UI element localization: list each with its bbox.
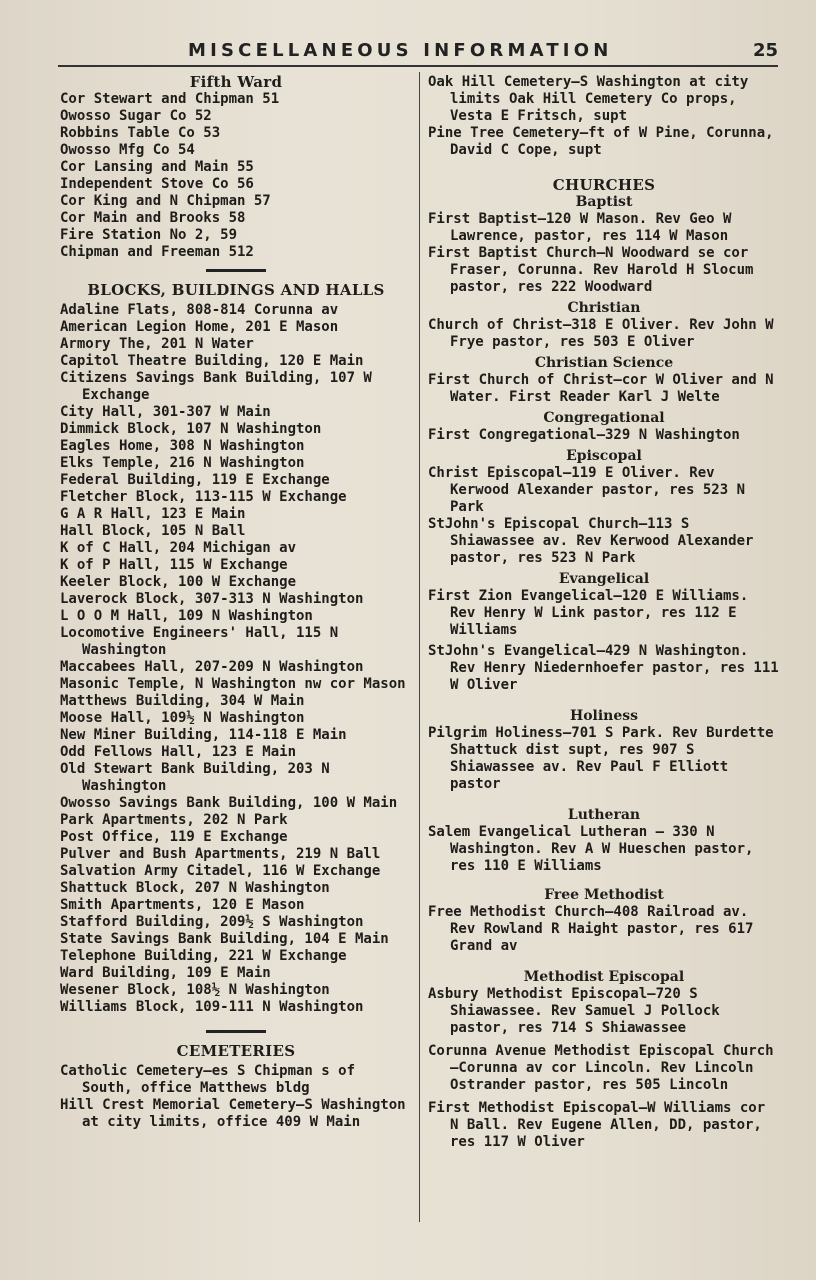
church-entry: First Baptist Church—N Woodward se cor Fraser, Corunna. Rev Harold H Slocum pastor, res 222 Woodward xyxy=(428,245,754,295)
building-entry: Matthews Building, 304 W Main xyxy=(60,693,305,709)
denomination-heading: Methodist Episcopal xyxy=(523,969,685,985)
building-entry: Citizens Savings Bank Building, 107 W Exchange xyxy=(60,370,372,403)
fire-box-entry: Owosso Mfg Co 54 xyxy=(60,142,195,158)
cemeteries-list xyxy=(60,1063,412,1131)
building-entry: Elks Temple, 216 N Washington xyxy=(60,455,305,471)
building-entry: Shattuck Block, 207 N Washington xyxy=(60,880,330,896)
building-entry: K of P Hall, 115 W Exchange xyxy=(60,557,288,573)
fire-box-entry: Cor Lansing and Main 55 xyxy=(60,159,254,175)
section-divider xyxy=(206,1030,266,1033)
building-entry: G A R Hall, 123 E Main xyxy=(60,506,246,522)
fire-box-entry: Cor Main and Brooks 58 xyxy=(60,210,246,226)
building-entry: American Legion Home, 201 E Mason xyxy=(60,319,339,335)
fire-box-entry: Owosso Sugar Co 52 xyxy=(60,108,212,124)
building-entry: City Hall, 301-307 W Main xyxy=(60,404,271,420)
fire-box-entry: Robbins Table Co 53 xyxy=(60,125,221,141)
building-entry: Locomotive Engineers' Hall, 115 N Washington xyxy=(60,625,339,658)
fire-box-entry: Fire Station No 2, 59 xyxy=(60,227,238,243)
denomination-heading: Congregational xyxy=(543,410,665,426)
fire-box-entry: Chipman and Freeman 512 xyxy=(60,244,254,260)
church-entry: First Church of Christ—cor W Oliver and N Water. First Reader Karl J Welte xyxy=(428,372,774,405)
building-entry: Capitol Theatre Building, 120 E Main xyxy=(60,353,364,369)
building-entry: Salvation Army Citadel, 116 W Exchange xyxy=(60,863,381,879)
left-column xyxy=(60,74,412,1131)
building-entry: New Miner Building, 114-118 E Main xyxy=(60,727,347,743)
church-entry: First Congregational—329 N Washington xyxy=(428,427,740,443)
fifth-ward-title: Fifth Ward xyxy=(189,73,283,91)
church-entry: StJohn's Episcopal Church—113 S Shiawassee av. Rev Kerwood Alexander pastor, res 523 N Park xyxy=(428,516,754,566)
denomination-heading: Episcopal xyxy=(566,448,642,464)
fire-box-entry: Cor Stewart and Chipman 51 xyxy=(60,91,280,107)
church-entry: Corunna Avenue Methodist Episcopal Church—Corunna av cor Lincoln. Rev Lincoln Ostrander pastor, res 505 Lincoln xyxy=(428,1043,774,1093)
church-entry: Free Methodist Church—408 Railroad av. Rev Rowland R Haight pastor, res 617 Grand av xyxy=(428,904,754,954)
cemeteries-title: CEMETERIES xyxy=(176,1042,296,1060)
building-entry: Maccabees Hall, 207-209 N Washington xyxy=(60,659,364,675)
church-entry: Pilgrim Holiness—701 S Park. Rev Burdette Shattuck dist supt, res 907 S Shiawassee av. Rev Paul F Elliott pastor xyxy=(428,725,774,792)
building-entry: Stafford Building, 209½ S Washington xyxy=(60,914,364,930)
building-entry: Smith Apartments, 120 E Mason xyxy=(60,897,305,913)
section-divider xyxy=(206,269,266,272)
church-entry: Asbury Methodist Episcopal—720 S Shiawassee. Rev Samuel J Pollock pastor, res 714 S Shiawassee xyxy=(428,986,720,1036)
building-entry: Adaline Flats, 808-814 Corunna av xyxy=(60,302,339,318)
church-entry: First Methodist Episcopal—W Williams cor N Ball. Rev Eugene Allen, DD, pastor, res 117 W Oliver xyxy=(428,1100,766,1150)
churches-title: CHURCHES xyxy=(552,176,656,194)
building-entry: Williams Block, 109-111 N Washington xyxy=(60,999,364,1015)
building-entry: Owosso Savings Bank Building, 100 W Main xyxy=(60,795,398,811)
building-entry: L O O M Hall, 109 N Washington xyxy=(60,608,313,624)
building-entry: Dimmick Block, 107 N Washington xyxy=(60,421,322,437)
blocks-list xyxy=(60,302,412,1016)
cemeteries-continued-list xyxy=(428,74,780,159)
building-entry: Federal Building, 119 E Exchange xyxy=(60,472,330,488)
church-entry: First Zion Evangelical—120 E Williams. Rev Henry W Link pastor, res 112 E Williams xyxy=(428,588,749,638)
fire-box-entry: Independent Stove Co 56 xyxy=(60,176,254,192)
church-entry: StJohn's Evangelical—429 N Washington. Rev Henry Niedernhoefer pastor, res 111 W Oliver xyxy=(428,643,779,693)
building-entry: Old Stewart Bank Building, 203 N Washington xyxy=(60,761,330,794)
denomination-heading: Christian Science xyxy=(534,355,674,371)
church-entry: Salem Evangelical Lutheran — 330 N Washington. Rev A W Hueschen pastor, res 110 E Williams xyxy=(428,824,754,874)
header-rule xyxy=(58,65,778,67)
denomination-heading: Free Methodist xyxy=(544,887,664,903)
denomination-heading: Evangelical xyxy=(558,571,650,587)
churches-list xyxy=(428,194,780,1151)
church-entry: Church of Christ—318 E Oliver. Rev John W Frye pastor, res 503 E Oliver xyxy=(428,317,774,350)
fire-box-entry: Cor King and N Chipman 57 xyxy=(60,193,271,209)
cemetery-entry: Catholic Cemetery—es S Chipman s of South, office Matthews bldg xyxy=(60,1063,356,1096)
denomination-heading: Christian xyxy=(567,300,641,316)
building-entry: Odd Fellows Hall, 123 E Main xyxy=(60,744,297,760)
building-entry: Fletcher Block, 113-115 W Exchange xyxy=(60,489,347,505)
building-entry: Eagles Home, 308 N Washington xyxy=(60,438,305,454)
building-entry: Wesener Block, 108½ N Washington xyxy=(60,982,330,998)
fifth-ward-list xyxy=(60,91,412,261)
building-entry: Telephone Building, 221 W Exchange xyxy=(60,948,347,964)
church-entry: First Baptist—120 W Mason. Rev Geo W Lawrence, pastor, res 114 W Mason xyxy=(428,211,732,244)
building-entry: K of C Hall, 204 Michigan av xyxy=(60,540,297,556)
building-entry: Pulver and Bush Apartments, 219 N Ball xyxy=(60,846,381,862)
column-divider xyxy=(419,72,420,1222)
building-entry: Masonic Temple, N Washington nw cor Mason xyxy=(60,676,406,692)
building-entry: Post Office, 119 E Exchange xyxy=(60,829,288,845)
building-entry: Armory The, 201 N Water xyxy=(60,336,254,352)
denomination-heading: Holiness xyxy=(569,708,639,724)
building-entry: Moose Hall, 109½ N Washington xyxy=(60,710,305,726)
building-entry: Keeler Block, 100 W Exchange xyxy=(60,574,297,590)
cemetery-entry: Oak Hill Cemetery—S Washington at city limits Oak Hill Cemetery Co props, Vesta E Fritsch, supt xyxy=(428,74,749,124)
denomination-heading: Lutheran xyxy=(567,807,641,823)
right-column xyxy=(428,74,780,1151)
building-entry: Park Apartments, 202 N Park xyxy=(60,812,288,828)
cemetery-entry: Pine Tree Cemetery—ft of W Pine, Corunna, David C Cope, supt xyxy=(428,125,774,158)
page-header xyxy=(58,40,778,64)
blocks-title: BLOCKS, BUILDINGS AND HALLS xyxy=(87,281,385,299)
page-title: MISCELLANEOUS INFORMATION xyxy=(188,40,613,61)
building-entry: Hall Block, 105 N Ball xyxy=(60,523,246,539)
building-entry: State Savings Bank Building, 104 E Main xyxy=(60,931,389,947)
denomination-heading: Baptist xyxy=(575,194,633,210)
page-number: 25 xyxy=(752,40,778,61)
church-entry: Christ Episcopal—119 E Oliver. Rev Kerwood Alexander pastor, res 523 N Park xyxy=(428,465,746,515)
building-entry: Laverock Block, 307-313 N Washington xyxy=(60,591,364,607)
building-entry: Ward Building, 109 E Main xyxy=(60,965,271,981)
cemetery-entry: Hill Crest Memorial Cemetery—S Washington at city limits, office 409 W Main xyxy=(60,1097,406,1130)
